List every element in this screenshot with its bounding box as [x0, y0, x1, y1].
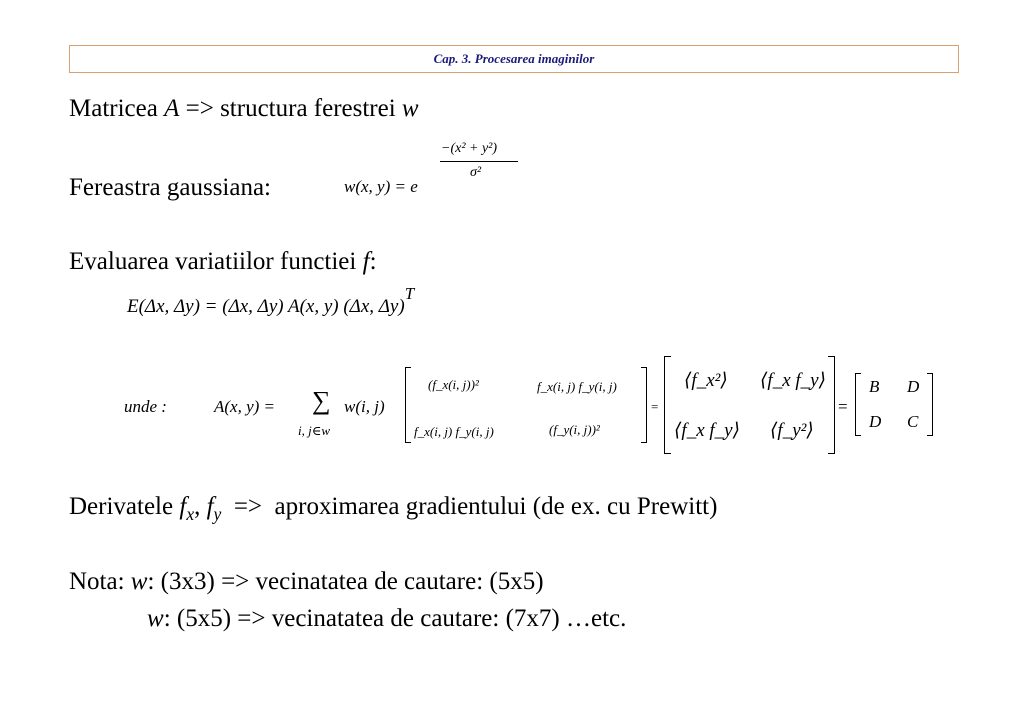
- matrix-line: [69, 96, 419, 121]
- sum-symbol: ∑: [312, 386, 331, 415]
- m2-cell-21: ⟨f_x f_y⟩: [674, 420, 740, 441]
- gaussian-label: Fereastra gaussiana:: [69, 174, 272, 201]
- gaussian-exp-den: σ²: [470, 165, 482, 180]
- energy-text: E(Δx, Δy) = (Δx, Δy) A(x, y) (Δx, Δy): [127, 296, 405, 317]
- slide-header: [69, 45, 959, 73]
- derivatives-rest: => aproximarea gradientului (de ex. cu Prewitt): [221, 493, 718, 520]
- nota-line-1: [69, 569, 544, 594]
- unde-lhs: A(x, y) =: [214, 397, 276, 416]
- header-title: Cap. 3. Procesarea imaginilor: [433, 51, 595, 66]
- nota-prefix: Nota:: [69, 568, 131, 595]
- m3-cell-12: D: [907, 377, 920, 396]
- nota-w-2: w: [147, 605, 164, 632]
- derivatives-text: Derivatele: [69, 493, 180, 520]
- nota-w-1: w: [130, 568, 148, 595]
- m1-cell-21: f_x(i, j) f_y(i, j): [414, 424, 494, 439]
- matrix-mid: => structura ferestrei: [179, 95, 402, 122]
- matrix2-right-bracket: [828, 356, 835, 454]
- fy-symbol: f: [206, 493, 214, 520]
- m2-cell-12: ⟨f_x f_y⟩: [760, 370, 826, 391]
- nota-rest-2: : (5x5) => vecinatatea de cautare: (7x7) …etc.: [163, 605, 627, 632]
- m3-cell-21: D: [869, 412, 882, 431]
- sum-subscript: i, j∈w: [298, 423, 331, 438]
- m3-cell-11: B: [869, 377, 880, 396]
- energy-transpose: T: [404, 283, 415, 303]
- fx-symbol: f: [179, 493, 187, 520]
- m1-cell-22: (f_y(i, j))²: [549, 422, 600, 437]
- unde-label: unde :: [124, 397, 167, 416]
- matrix-w: w: [401, 95, 419, 122]
- matrix-a: A: [164, 95, 180, 122]
- weight-term: w(i, j): [344, 397, 385, 416]
- m1-cell-11: (f_x(i, j))²: [428, 377, 479, 392]
- eq-1: =: [651, 399, 659, 414]
- nota-rest-1: : (3x3) => vecinatatea de cautare: (5x5): [147, 568, 544, 595]
- matrix1-left-bracket: [405, 367, 411, 443]
- m2-cell-22: ⟨f_y²⟩: [770, 420, 814, 441]
- matrix1-right-bracket: [641, 367, 647, 443]
- variation-line: [69, 249, 377, 274]
- gaussian-lhs: w(x, y) = e: [344, 177, 418, 196]
- derivatives-line: [69, 493, 718, 524]
- gaussian-exp-num: −(x² + y²): [441, 141, 498, 156]
- m2-cell-11: ⟨f_x²⟩: [684, 370, 728, 391]
- matrix-text: Matricea: [69, 95, 165, 122]
- m3-cell-22: C: [907, 412, 919, 431]
- m1-cell-12: f_x(i, j) f_y(i, j): [537, 379, 617, 394]
- gaussian-frac-bar: [440, 161, 518, 162]
- matrix3-left-bracket: [855, 373, 861, 436]
- derivatives-comma: ,: [194, 493, 207, 520]
- fy-subscript: y: [213, 504, 222, 524]
- matrix2-left-bracket: [664, 356, 671, 454]
- variation-colon: :: [369, 248, 377, 275]
- fx-subscript: x: [186, 504, 195, 524]
- variation-f: f: [362, 248, 370, 275]
- eq-2: =: [838, 397, 848, 416]
- nota-line-2: [147, 606, 626, 631]
- matrix3-right-bracket: [927, 373, 933, 436]
- energy-formula: [127, 283, 415, 317]
- variation-text: Evaluarea variatiilor functiei: [69, 248, 363, 275]
